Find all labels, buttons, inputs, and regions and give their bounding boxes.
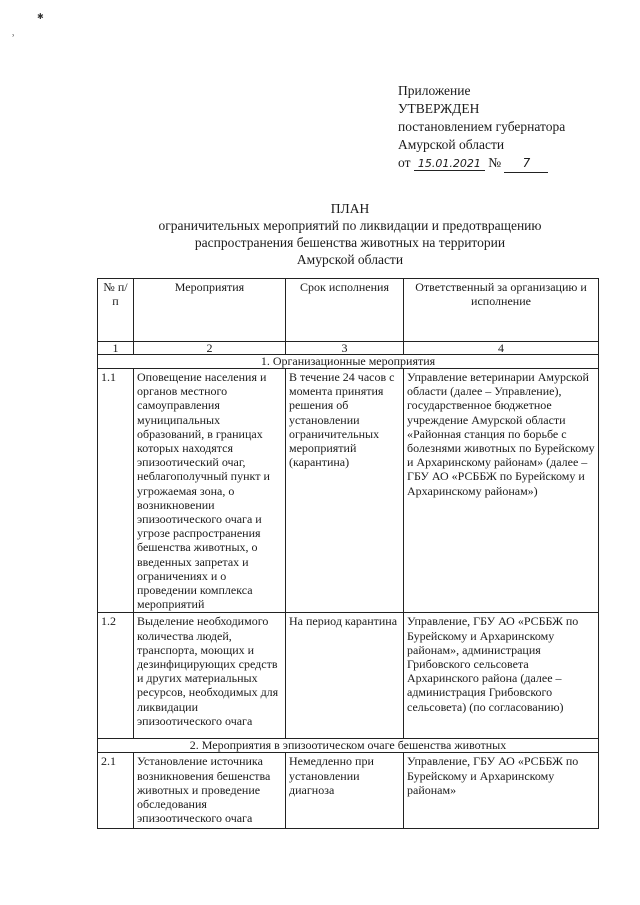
- approved-label: УТВЕРЖДЕН: [398, 101, 480, 116]
- column-index: 3: [286, 342, 404, 355]
- annex-label: Приложение: [398, 83, 471, 98]
- section-title: 1. Организационные мероприятия: [98, 355, 599, 369]
- row-measure: Установление источника возникновения бешенства животных и проведение обследования эпизоотического очага: [134, 753, 286, 829]
- date-number-line: [398, 154, 565, 173]
- scan-mark: ʾ: [12, 34, 15, 44]
- approval-block: [398, 82, 565, 173]
- table-row: [98, 613, 599, 739]
- date-prefix: от: [398, 155, 411, 170]
- row-measure: Оповещение населения и органов местного самоуправления муниципальных образований, в границах которых находятся эпизоотический очаг, неблагополучный пункт и угрожаемая зона, о возникновении эпизоотического очага и угрозе распространения бешенства животных, о введенных запретах и ограничениях и о проведении комплекса мероприятий: [134, 369, 286, 613]
- document-title: ПЛАН: [330, 201, 370, 216]
- column-index: 1: [98, 342, 134, 355]
- plan-table: [97, 278, 599, 829]
- number-label: №: [488, 155, 502, 170]
- decree-number: 7: [504, 154, 548, 173]
- row-responsible: Управление, ГБУ АО «РСББЖ по Бурейскому и Архаринскому районам», администрация Грибовского сельсовета Архаринского района (далее – администрация Грибовского сельсовета) (по согласованию): [404, 613, 599, 739]
- document-subtitle-2: распространения бешенства животных на территории: [194, 235, 506, 250]
- header-number: № п/п: [98, 279, 134, 342]
- decree-date: 15.01.2021: [414, 157, 485, 171]
- section-row: [98, 739, 599, 753]
- column-index: 2: [134, 342, 286, 355]
- row-responsible: Управление, ГБУ АО «РСББЖ по Бурейскому и Архаринскому районам»: [404, 753, 599, 829]
- region-line: Амурской области: [398, 137, 505, 152]
- header-term: Срок исполнения: [286, 279, 404, 342]
- row-measure: Выделение необходимого количества людей, транспорта, моющих и дезинфицирующих средств и других материальных ресурсов, необходимых для ликвидации эпизоотического очага: [134, 613, 286, 739]
- table-header-row: [98, 279, 599, 342]
- decree-line: постановлением губернатора: [398, 119, 566, 134]
- row-term: Немедленно при установлении диагноза: [286, 753, 404, 829]
- row-responsible: Управление ветеринарии Амурской области (далее – Управление), государственное бюджетное учреждение Амурской области «Районная станция по борьбе с болезнями животных по Бурейскому и Архаринскому районам» (далее – ГБУ АО «РСББЖ по Бурейскому и Архаринскому районам»): [404, 369, 599, 613]
- table-row: [98, 369, 599, 613]
- header-measures: Мероприятия: [134, 279, 286, 342]
- document-subtitle-1: ограничительных мероприятий по ликвидации и предотвращению: [158, 218, 542, 233]
- section-title: 2. Мероприятия в эпизоотическом очаге бешенства животных: [98, 739, 599, 753]
- column-index: 4: [404, 342, 599, 355]
- document-heading: [100, 200, 600, 268]
- scan-mark: ✱: [37, 12, 44, 21]
- column-index-row: [98, 342, 599, 355]
- header-responsible: Ответственный за организацию и исполнение: [404, 279, 599, 342]
- row-number: 2.1: [98, 753, 134, 829]
- row-term: В течение 24 часов с момента принятия решения об установлении ограничительных мероприятий (карантина): [286, 369, 404, 613]
- row-number: 1.1: [98, 369, 134, 613]
- table-row: [98, 753, 599, 829]
- document-subtitle-3: Амурской области: [296, 252, 404, 267]
- row-number: 1.2: [98, 613, 134, 739]
- section-row: [98, 355, 599, 369]
- row-term: На период карантина: [286, 613, 404, 739]
